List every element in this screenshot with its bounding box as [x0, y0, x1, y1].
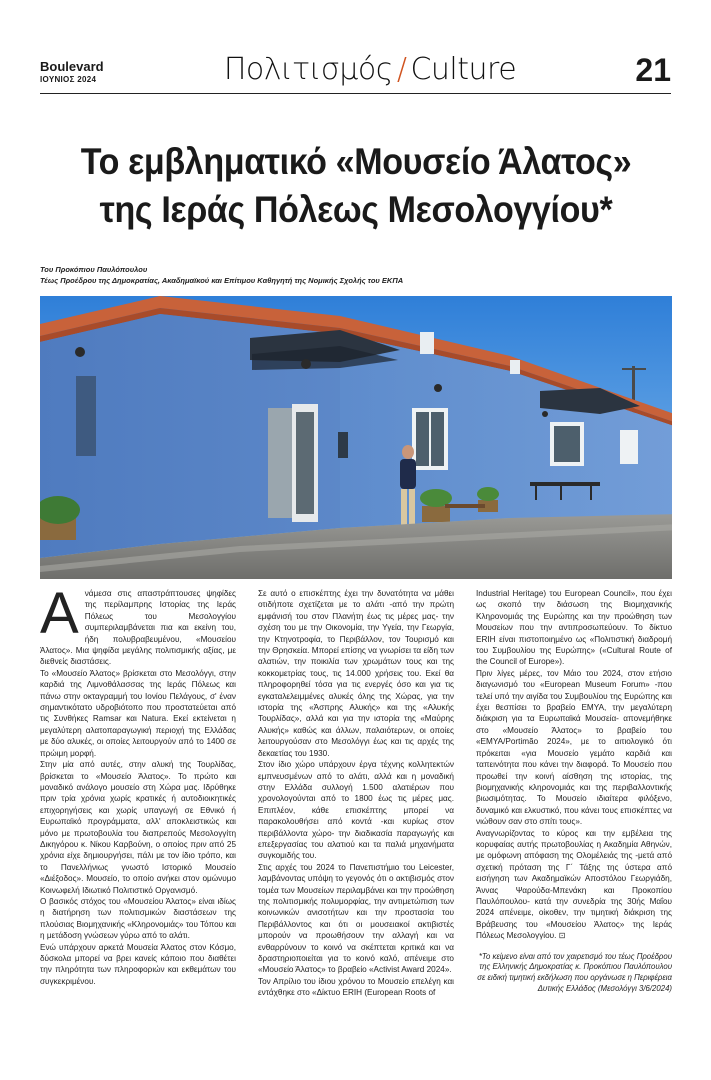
article-column-2 [258, 588, 454, 999]
paragraph [40, 581, 236, 668]
paragraph: Σε αυτό ο επισκέπτης έχει την δυνατότητα να μάθει οτιδήποτε σχετίζεται με το αλάτι -από την πρώτη εμφάνισή του στον Πλανήτη έως τις μέρες μας- την σχέση του με την Οικονομία, την Υγεία, την Γεωργία, την Κτηνοτροφία, το Περιβάλλον, τον Τουρισμό και την Θρησκεία. Μπορεί επίσης να γνωρίσει τα είδη των αλατιών, την ποικιλία των χρωμάτων τους και της κοκκομετρίας τους, τις 14.000 χρήσεις του. Εκεί θα πληροφορηθεί τόσα για τις ενεργές όσο και για τις εγκαταλελειμμένες αλυκές όλης της Χώρας, για την ιστορία της «Άσπρης Αλυκής» και της «Αλυκής Τουρλίδας», αλλά και για την ιστορία της «Μαύρης Αλυκής» καθώς και άλλων, παλαιότερων, οι οποίες λειτουργούσαν στο Μεσολόγγι έως και τις αρχές της δεκαετίας του 1930. [258, 589, 454, 758]
article-column-3 [476, 588, 672, 995]
footnote: *Το κείμενο είναι από τον χαιρετισμό του τέως Προέδρου της Ελληνικής Δημοκρατίας κ. Προκόπιου Παυλόπουλου σε ειδική τιμητική εκδήλωση που οργάνωσε η Περιφέρεια Δυτικής Ελλάδος (Μεσολόγγι 3/6/2024) [477, 951, 672, 993]
paragraph-text: Αναγνωρίζοντας το κύρος και την εμβέλεια της κορυφαίας αυτής πρωτοβουλίας η Ακαδημία Αθηνών, με ομόφωνη απόφαση της Ολομέλειάς της -μετά από σχετική πρόταση της Γ΄ Τάξης της ύστερα από εισήγηση των Ακαδημαϊκών Αποστόλου Γεωργιάδη, Άννας Ψαρούδα-Μπενάκη και Προκοπίου Παυλόπουλου- κατά την συνεδρία της 30ής Μαΐου 2024 απένειμε, οίκοθεν, την τιμητική διάκριση της Βράβευσης του «Μουσείου Άλατος» της Ιεράς Πόλεως Μεσολογγίου. [476, 828, 672, 941]
drop-cap: Α [40, 581, 79, 646]
paragraph: Στις αρχές του 2024 το Πανεπιστήμιο του Leicester, λαμβάνοντας υπόψη το γεγονός ότι ο ακτιβισμός στον τομέα των Μουσείων περιλαμβάνει και την προώθηση της πολιτισμικής πολυμορφίας, την αντιμετώπιση των κοινωνικών ανισοτήτων και την προστασία του Περιβάλλοντος και ότι οι μουσειακοί ακτιβιστές μπορούν να προωθήσουν την αλλαγή και να ενθαρρύνουν το κοινό να σκέπτεται κριτικά και να δραστηριοποιείται για το κοινό καλό, απένειμε στο «Μουσείο Άλατος» το βραβείο «Activist Award 2024». [258, 862, 454, 975]
paragraph: Το «Μουσείο Άλατος» βρίσκεται στο Μεσολόγγι, στην καρδιά της Λιμνοθάλασσας της Ιεράς Πόλεως και πάνω στην οκταγραμμή του Ιονίου Πελάγους, σ' έναν σημαντικότατο υδροβιότοπο που προστατεύεται από τις Συνθήκες Ramsar και Natura. Εκεί εκτείνεται η μεγαλύτερη αλατοπαραγωγική περιοχή της Ελλάδας με δύο αλυκές, οι οποίες λειτουργούν από το 1400 σε πρώιμη μορφή. [40, 668, 236, 758]
paragraph: Τον Απρίλιο του ίδιου χρόνου το Μουσείο επελέγη και εντάχθηκε στο «Δίκτυο ERIH (European Roots of [258, 976, 454, 998]
issue-date: ΙΟΥΝΙΟΣ 2024 [40, 75, 97, 84]
section-title-separator: / [396, 52, 407, 87]
headline-line-1: Το εμβληματικό «Μουσείο Άλατος» [80, 141, 632, 182]
section-title-english: Culture [410, 52, 517, 87]
article-column-1 [40, 581, 236, 987]
magazine-brand: Boulevard [40, 59, 104, 74]
end-mark-icon: ⊡ [558, 931, 566, 941]
byline-author: Του Προκόπιου Παυλόπουλου [40, 265, 148, 274]
header-divider [40, 93, 671, 94]
section-title [200, 50, 540, 90]
page-number: 21 [635, 52, 671, 88]
byline [40, 264, 403, 286]
section-title-greek: Πολιτισμός [223, 52, 393, 87]
paragraph-text: νάμεσα στις απαστράπτουσες ψηφίδες της περίλαμπρης Ιστορίας της Ιεράς Πόλεως του Μεσολογγίου συμπεριλαμβάνεται πια και εκείνη του, ήδη πολυβραβευμένου, «Μουσείου Άλατος». Μια ψηφίδα μεγάλης πολιτισμικής αξίας, με διεθνείς διαστάσεις. [40, 589, 236, 667]
article-body [40, 581, 672, 1078]
paragraph [476, 828, 672, 942]
paragraph: Στον ίδιο χώρο υπάρχουν έργα τέχνης κολλητεκτών εμπνευσμένων από το αλάτι, αλλά και η μοναδική στην Ελλάδα συλλογή 1.500 αλατιέρων που χρονολογούνται από το 1800 έως τις μέρες μας. Επιπλέον, κάθε επισκέπτης μπορεί να παρακολουθήσει από κοντά -και κυρίως στον περιβάλλοντα χώρο- την διαδικασία παραγωγής και επεξεργασίας του αλατιού και τα παλιά μηχανήματα συγκομιδής του. [258, 760, 454, 861]
paragraph: Στην μία από αυτές, στην αλυκή της Τουρλίδας, βρίσκεται το «Μουσείο Άλατος». Το πρώτο και μοναδικό ανάλογο μουσείο στη Χώρα μας. Ιδρύθηκε πριν τρία χρόνια χωρίς κρατικές ή αυτοδιοικητικές επιχορηγήσεις και χωρίς υπαγωγή σε Εθνικό ή Ευρωπαϊκό προγράμματα, αλλ' αποκλειστικώς και μόνο με πρωτοβουλία του διαπρεπούς Μεσολογγίτη Δικηγόρου κ. Νίκου Καρβούνη, ο οποίος πριν από 25 χρόνια είχε δημιουργήσει, πάλι με τον ίδιο τρόπο, και το Πανελλήνιως γνωστό Ιστορικό Μουσείο «Διέξοδος». Μουσείο, το οποίο ανήκει στον ομώνυμο Κοινωφελή Ιδιωτικό Πολιτιστικό Οργανισμό. [40, 760, 236, 895]
paragraph: Industrial Heritage) του European Council», που έχει ως σκοπό την διάσωση της Βιομηχανικής Κληρονομιάς της Ευρώπης και την προώθηση των Μουσείων που την αντιπροσωπεύουν. Το δίκτυο ERIH είναι πιστοποιημένο ως «Πολιτιστική διαδρομή του Συμβουλίου της Ευρώπης» («Cultural Route of the Council of Europe»). [476, 589, 672, 667]
article-headline [65, 138, 646, 234]
paragraph: Ενώ υπάρχουν αρκετά Μουσεία Άλατος στον Κόσμο, δύσκολα μπορεί να βρει κανείς κάποιο που διαθέτει την πληρότητα των πληροφοριών και εκθεμάτων του συγκεκριμένου. [40, 942, 236, 986]
museum-building-photo [40, 296, 672, 579]
headline-line-2: της Ιεράς Πόλεως Μεσολογγίου* [99, 189, 613, 230]
paragraph: Πριν λίγες μέρες, τον Μάιο του 2024, στον ετήσιο διαγωνισμό του «European Museum Forum» -που τελεί υπό την αιγίδα του Συμβουλίου της Ευρώπης και έχει θεσπίσει το βραβείο EMYA, την μεγαλύτερη διάκριση για τα Ευρωπαϊκά Μουσεία- απονεμήθηκε στο «Μουσείο Άλατος» το βραβείο του «EMYA/Portimão 2024», με το αιτιολογικό ότι πρόκειται «για Μουσείο γεμάτο καρδιά και ταπεινότητα που κάνει την διαφορά. Το Μουσείο που προωθεί την κοινή αίσθηση της ιστορίας, της βιομηχανικής κληρονομιάς και της περιβαλλοντικής βιωσιμότητας. Το Μουσείο ιδιαίτερα φιλόξενο, δυναμικό και ελκυστικό, που κάνει τους επισκέπτες να νιώθουν σαν στο σπίτι τους». [476, 668, 672, 827]
byline-role: Τέως Προέδρου της Δημοκρατίας, Ακαδημαϊκού και Επίτιμου Καθηγητή της Νομικής Σχολής του ΕΚΠΑ [40, 276, 404, 285]
page-header [0, 0, 711, 100]
paragraph: Ο βασικός στόχος του «Μουσείου Άλατος» είναι ιδίως η διατήρηση των πολιτισμικών διαστάσεων της πλούσιας Βιομηχανικής «Κληρονομιάς» του Τόπου και η μετάδοση γνώσεων γύρω από το αλάτι. [40, 896, 236, 941]
